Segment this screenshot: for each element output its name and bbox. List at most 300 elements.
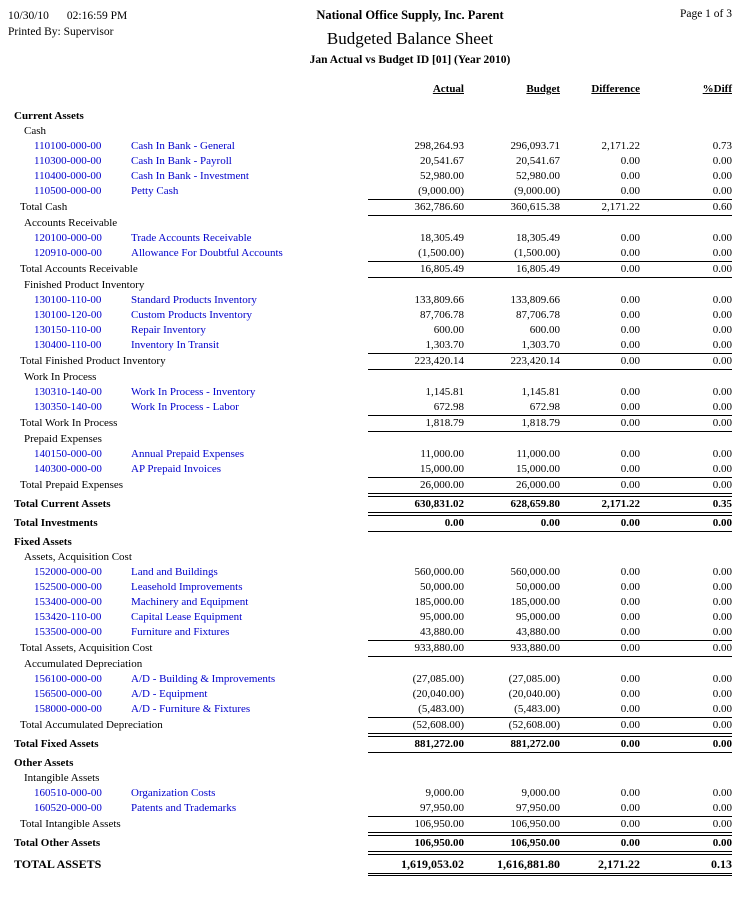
value-cell-pdiff: 0.00 (640, 477, 732, 494)
value-cell-actual: 1,303.70 (425, 339, 464, 351)
value-cell-actual: 133,809.66 (414, 294, 464, 306)
value-cell-budget: 20,541.67 (516, 155, 560, 167)
account-name-link[interactable]: A/D - Equipment (131, 688, 208, 700)
value-cell-actual: (5,483.00) (418, 703, 464, 715)
account-label (8, 625, 368, 640)
print-date: 10/30/10 (8, 10, 49, 22)
account-name-link[interactable]: Patents and Trademarks (131, 802, 237, 814)
value-cell-budget: (1,500.00) (514, 247, 560, 259)
value-cell-actual: 600.00 (433, 324, 464, 336)
account-name-link[interactable]: Cash In Bank - Investment (131, 170, 249, 182)
value-cell-actual: 95,000.00 (420, 611, 464, 623)
section-row (8, 109, 732, 124)
account-number-link[interactable]: 156100-000-00 (34, 673, 102, 685)
account-row (8, 246, 732, 261)
value-cell-pdiff: 0.00 (640, 640, 732, 657)
value-cell-actual: (52,608.00) (368, 717, 464, 734)
account-label (8, 169, 368, 184)
account-label (8, 154, 368, 169)
value-cell-difference: 0.00 (620, 802, 640, 814)
account-name-link[interactable]: A/D - Building & Improvements (131, 673, 276, 685)
value-cell-pdiff: 0.13 (640, 854, 732, 876)
account-row (8, 400, 732, 415)
row-label: Fixed Assets (14, 536, 72, 548)
value-cell-actual: (9,000.00) (418, 185, 464, 197)
account-row (8, 610, 732, 625)
print-info (8, 8, 198, 40)
account-label (8, 447, 368, 462)
subsection-row (8, 432, 732, 447)
value-cell-pdiff: 0.00 (712, 673, 732, 685)
value-cell-actual: 50,000.00 (420, 581, 464, 593)
value-cell-actual: 0.00 (368, 515, 464, 532)
account-number-link[interactable]: 130150-110-00 (34, 324, 102, 336)
subsection-row (8, 370, 732, 385)
subsection-row (8, 216, 732, 231)
account-label (8, 308, 368, 323)
account-name-link[interactable]: Machinery and Equipment (131, 596, 249, 608)
account-name-link[interactable]: Standard Products Inventory (131, 294, 257, 306)
value-cell-pdiff: 0.00 (640, 736, 732, 753)
value-cell-budget: 95,000.00 (516, 611, 560, 623)
account-label (8, 139, 368, 154)
value-cell-difference: 0.00 (620, 386, 640, 398)
account-name-link[interactable]: Inventory In Transit (131, 339, 219, 351)
value-cell-pdiff: 0.00 (640, 415, 732, 432)
value-cell-pdiff: 0.00 (712, 787, 732, 799)
account-number-link[interactable]: 158000-000-00 (34, 703, 102, 715)
account-row (8, 338, 732, 353)
value-cell-difference: 0.00 (620, 185, 640, 197)
row-label: Other Assets (14, 757, 74, 769)
value-cell-difference: 0.00 (620, 309, 640, 321)
value-cell-budget: 106,950.00 (464, 835, 560, 852)
report-title: Budgeted Balance Sheet (326, 29, 494, 48)
printed-by: Printed By: Supervisor (8, 26, 114, 38)
value-cell-pdiff: 0.00 (712, 324, 732, 336)
value-cell-pdiff: 0.00 (712, 155, 732, 167)
value-cell-difference: 0.00 (620, 401, 640, 413)
account-name-link[interactable]: Custom Products Inventory (131, 309, 252, 321)
row-label: Total Accumulated Depreciation (20, 719, 163, 731)
value-cell-budget: 360,615.38 (464, 199, 560, 216)
account-number-link[interactable]: 130400-110-00 (34, 339, 102, 351)
subsection-row (8, 657, 732, 672)
account-name-link[interactable]: Cash In Bank - General (131, 140, 235, 152)
value-cell-difference: 0.00 (560, 515, 640, 532)
account-name-link[interactable]: Repair Inventory (131, 324, 206, 336)
account-row (8, 595, 732, 610)
value-cell-difference: 0.00 (620, 170, 640, 182)
account-row (8, 565, 732, 580)
total-row (8, 496, 732, 511)
value-cell-difference: 0.00 (620, 688, 640, 700)
page-number: Page 1 of 3 (679, 8, 732, 20)
value-cell-budget: (20,040.00) (508, 688, 560, 700)
account-label (8, 323, 368, 338)
account-row (8, 702, 732, 717)
value-cell-pdiff: 0.00 (712, 309, 732, 321)
account-row (8, 687, 732, 702)
value-cell-pdiff: 0.00 (712, 185, 732, 197)
value-cell-budget: 0.00 (464, 515, 560, 532)
value-cell-actual: 1,619,053.02 (368, 854, 464, 876)
column-header-budget: Budget (526, 83, 560, 95)
account-label (8, 385, 368, 400)
account-label (8, 595, 368, 610)
value-cell-difference: 0.00 (560, 835, 640, 852)
column-header-budget-cell (464, 82, 560, 97)
value-cell-difference: 2,171.22 (560, 199, 640, 216)
subtotal-row (8, 816, 732, 831)
value-cell-actual: 881,272.00 (368, 736, 464, 753)
value-cell-budget: 1,818.79 (464, 415, 560, 432)
value-cell-budget: 97,950.00 (516, 802, 560, 814)
value-cell-budget: 560,000.00 (510, 566, 560, 578)
subsection-row (8, 278, 732, 293)
value-cell-pdiff: 0.00 (640, 816, 732, 833)
account-row (8, 293, 732, 308)
account-name-link[interactable]: A/D - Furniture & Fixtures (131, 703, 251, 715)
row-label: Total Cash (20, 201, 68, 213)
row-label: Prepaid Expenses (24, 433, 102, 445)
account-number-link[interactable]: 140300-000-00 (34, 463, 102, 475)
value-cell-difference: 0.00 (620, 339, 640, 351)
account-number-link[interactable]: 120910-000-00 (34, 247, 102, 259)
account-label (8, 400, 368, 415)
value-cell-pdiff: 0.00 (712, 294, 732, 306)
value-cell-budget: 672.98 (529, 401, 560, 413)
value-cell-pdiff: 0.00 (712, 463, 732, 475)
value-cell-pdiff: 0.00 (712, 802, 732, 814)
account-number-link[interactable]: 153400-000-00 (34, 596, 102, 608)
value-cell-difference: 0.00 (620, 673, 640, 685)
value-cell-difference: 0.00 (620, 232, 640, 244)
account-label (8, 672, 368, 687)
value-cell-actual: 106,950.00 (368, 816, 464, 833)
subtotal-row (8, 415, 732, 430)
value-cell-budget: 628,659.80 (464, 496, 560, 513)
account-number-link[interactable]: 110400-000-00 (34, 170, 102, 182)
account-number-link[interactable]: 130350-140-00 (34, 401, 102, 413)
report-header (8, 8, 732, 66)
account-label (8, 580, 368, 595)
account-number-link[interactable]: 152500-000-00 (34, 581, 102, 593)
value-cell-difference: 2,171.22 (601, 140, 640, 152)
value-cell-actual: 185,000.00 (414, 596, 464, 608)
total-row (8, 515, 732, 530)
value-cell-actual: 16,805.49 (368, 261, 464, 278)
account-row (8, 169, 732, 184)
value-cell-budget: (5,483.00) (514, 703, 560, 715)
report-subtitle: Jan Actual vs Budget ID [01] (Year 2010) (309, 54, 511, 66)
value-cell-budget: 87,706.78 (516, 309, 560, 321)
value-cell-difference: 0.00 (620, 626, 640, 638)
value-cell-difference: 0.00 (620, 703, 640, 715)
value-cell-actual: 97,950.00 (420, 802, 464, 814)
row-label: Total Investments (14, 517, 98, 529)
subsection-row (8, 124, 732, 139)
value-cell-difference: 0.00 (560, 640, 640, 657)
account-name-link[interactable]: Organization Costs (131, 787, 216, 799)
account-number-link[interactable]: 130100-120-00 (34, 309, 102, 321)
account-label (8, 801, 368, 816)
account-label (8, 610, 368, 625)
value-cell-pdiff: 0.00 (640, 515, 732, 532)
account-row (8, 323, 732, 338)
account-name-link[interactable]: Work In Process - Labor (131, 401, 239, 413)
value-cell-actual: (20,040.00) (412, 688, 464, 700)
value-cell-budget: 1,616,881.80 (464, 854, 560, 876)
account-label (8, 338, 368, 353)
value-cell-difference: 0.00 (620, 566, 640, 578)
account-name-link[interactable]: Petty Cash (131, 185, 179, 197)
account-row (8, 801, 732, 816)
value-cell-actual: 560,000.00 (414, 566, 464, 578)
subsection-row (8, 550, 732, 565)
value-cell-budget: (9,000.00) (514, 185, 560, 197)
value-cell-budget: 185,000.00 (510, 596, 560, 608)
row-label: Finished Product Inventory (24, 279, 145, 291)
value-cell-pdiff: 0.00 (712, 401, 732, 413)
row-label: Total Intangible Assets (20, 818, 121, 830)
value-cell-pdiff: 0.73 (712, 140, 732, 152)
value-cell-actual: 52,980.00 (420, 170, 464, 182)
value-cell-actual: 1,818.79 (368, 415, 464, 432)
subsection-row (8, 771, 732, 786)
value-cell-pdiff: 0.00 (640, 717, 732, 734)
account-number-link[interactable]: 153500-000-00 (34, 626, 102, 638)
row-label: Total Prepaid Expenses (20, 479, 124, 491)
grand-total-row (8, 854, 732, 872)
value-cell-pdiff: 0.00 (712, 170, 732, 182)
report-body (8, 109, 732, 872)
total-row (8, 736, 732, 751)
value-cell-difference: 0.00 (620, 611, 640, 623)
account-label (8, 702, 368, 717)
section-row (8, 756, 732, 771)
value-cell-actual: 362,786.60 (368, 199, 464, 216)
value-cell-actual: 933,880.00 (368, 640, 464, 657)
account-name-link[interactable]: Capital Lease Equipment (131, 611, 243, 623)
value-cell-actual: 11,000.00 (420, 448, 464, 460)
value-cell-pdiff: 0.00 (640, 835, 732, 852)
value-cell-difference: 2,171.22 (560, 854, 640, 876)
section-row (8, 535, 732, 550)
value-cell-budget: 296,093.71 (510, 140, 560, 152)
value-cell-difference: 0.00 (560, 736, 640, 753)
account-row (8, 231, 732, 246)
value-cell-pdiff: 0.00 (712, 581, 732, 593)
value-cell-actual: 1,145.81 (425, 386, 464, 398)
report-titles (198, 8, 622, 66)
account-number-link[interactable]: 152000-000-00 (34, 566, 102, 578)
value-cell-actual: (27,085.00) (412, 673, 464, 685)
value-cell-pdiff: 0.00 (712, 626, 732, 638)
value-cell-budget: 26,000.00 (464, 477, 560, 494)
value-cell-difference: 0.00 (620, 294, 640, 306)
account-name-link[interactable]: Allowance For Doubtful Accounts (131, 247, 283, 259)
value-cell-budget: 16,805.49 (464, 261, 560, 278)
account-number-link[interactable]: 153420-110-00 (34, 611, 102, 623)
value-cell-budget: 43,880.00 (516, 626, 560, 638)
value-cell-budget: 881,272.00 (464, 736, 560, 753)
account-label (8, 231, 368, 246)
row-label: Total Current Assets (14, 498, 111, 510)
value-cell-difference: 2,171.22 (560, 496, 640, 513)
value-cell-budget: 133,809.66 (510, 294, 560, 306)
row-label: Total Finished Product Inventory (20, 355, 166, 367)
value-cell-budget: (52,608.00) (464, 717, 560, 734)
value-cell-pdiff: 0.00 (712, 611, 732, 623)
value-cell-pdiff: 0.00 (712, 596, 732, 608)
subtotal-row (8, 199, 732, 214)
row-label: Work In Process (24, 371, 97, 383)
value-cell-budget: 50,000.00 (516, 581, 560, 593)
value-cell-budget: 600.00 (529, 324, 560, 336)
value-cell-difference: 0.00 (560, 816, 640, 833)
value-cell-pdiff: 0.60 (640, 199, 732, 216)
account-name-link[interactable]: AP Prepaid Invoices (131, 463, 222, 475)
account-row (8, 385, 732, 400)
row-label: Cash (24, 125, 46, 137)
value-cell-pdiff: 0.00 (640, 353, 732, 370)
value-cell-difference: 0.00 (560, 353, 640, 370)
account-row (8, 184, 732, 199)
account-name-link[interactable]: Leasehold Improvements (131, 581, 243, 593)
subtotal-row (8, 353, 732, 368)
account-row (8, 462, 732, 477)
value-cell-budget: 18,305.49 (516, 232, 560, 244)
value-cell-difference: 0.00 (620, 155, 640, 167)
row-label: Total Accounts Receivable (20, 263, 138, 275)
value-cell-actual: (1,500.00) (418, 247, 464, 259)
print-time: 02:16:59 PM (66, 10, 128, 22)
row-label: TOTAL ASSETS (14, 857, 102, 871)
column-header-difference-cell (560, 82, 640, 97)
account-name-link[interactable]: Work In Process - Inventory (131, 386, 256, 398)
row-label: Intangible Assets (24, 772, 100, 784)
account-row (8, 625, 732, 640)
value-cell-budget: 1,145.81 (521, 386, 560, 398)
column-header-difference: Difference (591, 83, 640, 95)
column-header-pdiff: %Diff (702, 83, 732, 95)
value-cell-actual: 20,541.67 (420, 155, 464, 167)
account-number-link[interactable]: 130310-140-00 (34, 386, 102, 398)
account-number-link[interactable]: 160510-000-00 (34, 787, 102, 799)
value-cell-actual: 18,305.49 (420, 232, 464, 244)
account-name-link[interactable]: Annual Prepaid Expenses (131, 448, 245, 460)
account-number-link[interactable]: 130100-110-00 (34, 294, 102, 306)
account-number-link[interactable]: 120100-000-00 (34, 232, 102, 244)
value-cell-budget: 15,000.00 (516, 463, 560, 475)
value-cell-budget: 11,000.00 (516, 448, 560, 460)
account-label (8, 293, 368, 308)
value-cell-budget: 9,000.00 (521, 787, 560, 799)
value-cell-difference: 0.00 (620, 581, 640, 593)
account-name-link[interactable]: Trade Accounts Receivable (131, 232, 252, 244)
account-row (8, 580, 732, 595)
row-label: Total Work In Process (20, 417, 118, 429)
subtotal-row (8, 640, 732, 655)
subtotal-row (8, 717, 732, 732)
value-cell-pdiff: 0.00 (712, 688, 732, 700)
account-number-link[interactable]: 160520-000-00 (34, 802, 102, 814)
value-cell-actual: 106,950.00 (368, 835, 464, 852)
value-cell-difference: 0.00 (560, 477, 640, 494)
value-cell-actual: 43,880.00 (420, 626, 464, 638)
account-label (8, 786, 368, 801)
value-cell-budget: 52,980.00 (516, 170, 560, 182)
value-cell-budget: (27,085.00) (508, 673, 560, 685)
subtotal-row (8, 261, 732, 276)
value-cell-pdiff: 0.00 (712, 566, 732, 578)
account-number-link[interactable]: 110300-000-00 (34, 155, 102, 167)
value-cell-pdiff: 0.00 (712, 448, 732, 460)
account-label (8, 184, 368, 199)
account-row (8, 139, 732, 154)
row-label: Total Other Assets (14, 837, 101, 849)
value-cell-actual: 672.98 (433, 401, 464, 413)
account-name-link[interactable]: Cash In Bank - Payroll (131, 155, 232, 167)
value-cell-budget: 933,880.00 (464, 640, 560, 657)
account-label (8, 246, 368, 261)
account-row (8, 308, 732, 323)
account-name-link[interactable]: Furniture and Fixtures (131, 626, 230, 638)
account-number-link[interactable]: 110100-000-00 (34, 140, 102, 152)
account-row (8, 154, 732, 169)
value-cell-actual: 223,420.14 (368, 353, 464, 370)
value-cell-difference: 0.00 (620, 247, 640, 259)
value-cell-difference: 0.00 (620, 324, 640, 336)
account-label (8, 462, 368, 477)
value-cell-difference: 0.00 (560, 717, 640, 734)
value-cell-difference: 0.00 (560, 415, 640, 432)
company-name: National Office Supply, Inc. Parent (316, 8, 504, 22)
value-cell-difference: 0.00 (620, 463, 640, 475)
column-header-pdiff-cell (640, 82, 732, 97)
account-number-link[interactable]: 140150-000-00 (34, 448, 102, 460)
subtotal-row (8, 477, 732, 492)
account-label (8, 687, 368, 702)
account-label (8, 565, 368, 580)
value-cell-difference: 0.00 (620, 596, 640, 608)
row-label: Total Assets, Acquisition Cost (20, 642, 153, 654)
print-datetime (8, 8, 198, 24)
account-name-link[interactable]: Land and Buildings (131, 566, 218, 578)
column-header-row (8, 82, 732, 97)
value-cell-difference: 0.00 (620, 448, 640, 460)
row-label: Assets, Acquisition Cost (24, 551, 132, 563)
value-cell-pdiff: 0.00 (712, 703, 732, 715)
account-number-link[interactable]: 110500-000-00 (34, 185, 102, 197)
value-cell-actual: 26,000.00 (368, 477, 464, 494)
total-row (8, 835, 732, 850)
value-cell-difference: 0.00 (620, 787, 640, 799)
account-number-link[interactable]: 156500-000-00 (34, 688, 102, 700)
value-cell-difference: 0.00 (560, 261, 640, 278)
account-row (8, 447, 732, 462)
value-cell-actual: 15,000.00 (420, 463, 464, 475)
column-header-actual: Actual (432, 83, 464, 95)
value-cell-pdiff: 0.35 (640, 496, 732, 513)
value-cell-pdiff: 0.00 (712, 232, 732, 244)
value-cell-budget: 1,303.70 (521, 339, 560, 351)
row-label: Accounts Receivable (24, 217, 118, 229)
row-label: Current Assets (14, 110, 84, 122)
value-cell-budget: 223,420.14 (464, 353, 560, 370)
value-cell-actual: 9,000.00 (425, 787, 464, 799)
